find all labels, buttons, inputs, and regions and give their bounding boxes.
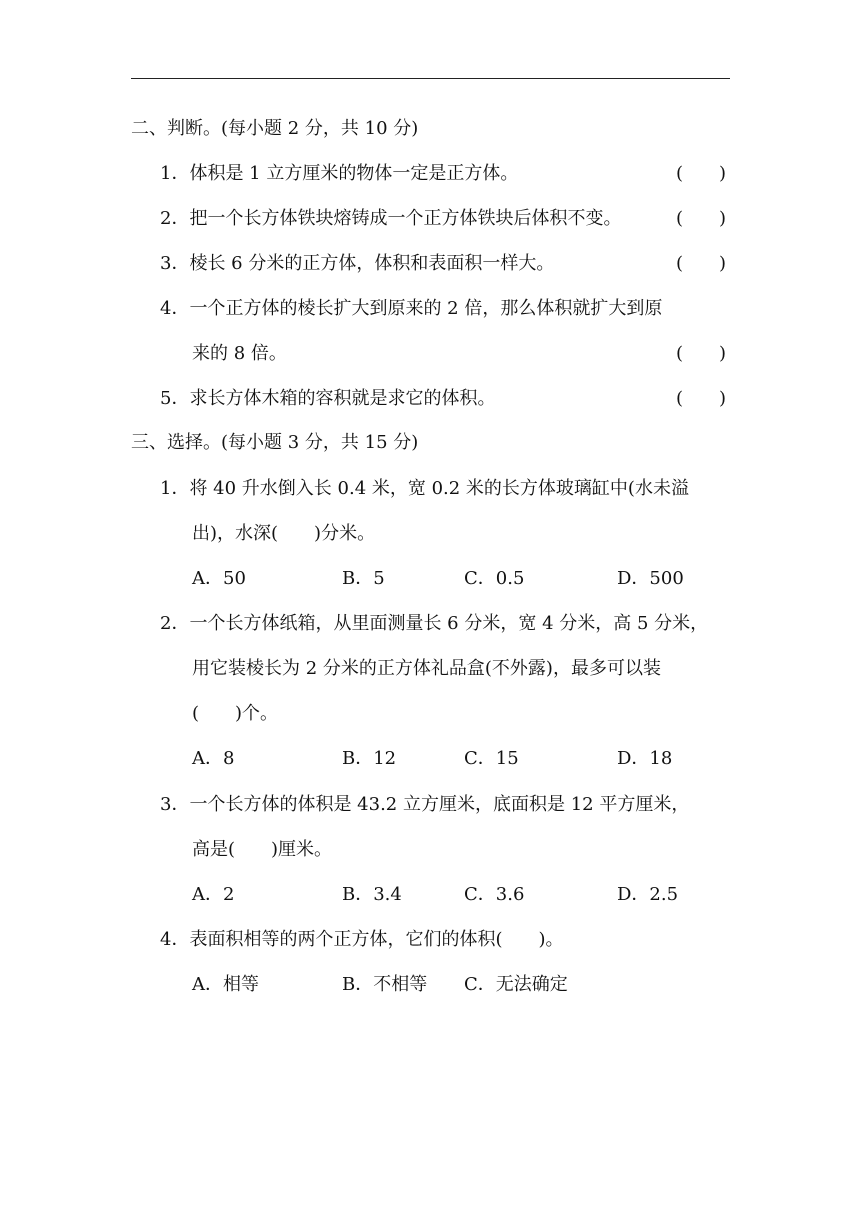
answer-blank-5: ( )	[676, 388, 727, 409]
choice-q2-option-b: B．12	[342, 748, 397, 769]
choice-q2-option-c: C．15	[464, 748, 519, 769]
judge-item-3: 3．棱长 6 分米的正方体，体积和表面积一样大。	[160, 253, 555, 274]
answer-blank-1: ( )	[676, 163, 727, 184]
choice-q2-line2: 用它装棱长为 2 分米的正方体礼品盒(不外露)，最多可以装	[192, 658, 661, 679]
judge-item-4: 4．一个正方体的棱长扩大到原来的 2 倍，那么体积就扩大到原	[160, 298, 663, 319]
section2-title: 二、判断。(每小题 2 分，共 10 分)	[131, 118, 419, 139]
choice-q3-option-d: D．2.5	[617, 884, 679, 905]
judge-item-4-cont: 来的 8 倍。	[192, 343, 287, 364]
choice-q2-option-d: D．18	[617, 748, 673, 769]
choice-q1-option-c: C．0.5	[464, 568, 525, 589]
judge-item-1: 1．体积是 1 立方厘米的物体一定是正方体。	[160, 163, 519, 184]
choice-q2-line1: 2．一个长方体纸箱，从里面测量长 6 分米，宽 4 分米，高 5 分米，	[160, 613, 709, 634]
choice-q4-option-a: A．相等	[192, 974, 259, 995]
choice-q4-option-b: B．不相等	[342, 974, 428, 995]
choice-q3-option-c: C．3.6	[464, 884, 525, 905]
choice-q1-line1: 1．将 40 升水倒入长 0.4 米，宽 0.2 米的长方体玻璃缸中(水未溢	[160, 478, 689, 499]
choice-q1-option-a: A．50	[192, 568, 246, 589]
answer-blank-3: ( )	[676, 253, 727, 274]
header-rule	[131, 78, 730, 79]
choice-q3-line2: 高是( )厘米。	[192, 839, 333, 860]
answer-blank-2: ( )	[676, 208, 727, 229]
section3-title: 三、选择。(每小题 3 分，共 15 分)	[131, 432, 419, 453]
choice-q1-line2: 出)，水深( )分米。	[192, 523, 376, 544]
choice-q1-option-b: B．5	[342, 568, 385, 589]
judge-item-5: 5．求长方体木箱的容积就是求它的体积。	[160, 388, 496, 409]
choice-q4-option-c: C．无法确定	[464, 974, 568, 995]
choice-q1-option-d: D．500	[617, 568, 684, 589]
choice-q3-option-a: A．2	[192, 884, 235, 905]
choice-q2-option-a: A．8	[192, 748, 235, 769]
choice-q3-line1: 3．一个长方体的体积是 43.2 立方厘米，底面积是 12 平方厘米，	[160, 794, 690, 815]
choice-q2-line3: ( )个。	[192, 703, 279, 724]
choice-q4-line1: 4．表面积相等的两个正方体，它们的体积( )。	[160, 929, 564, 950]
choice-q3-option-b: B．3.4	[342, 884, 402, 905]
answer-blank-4: ( )	[676, 343, 727, 364]
judge-item-2: 2．把一个长方体铁块熔铸成一个正方体铁块后体积不变。	[160, 208, 622, 229]
